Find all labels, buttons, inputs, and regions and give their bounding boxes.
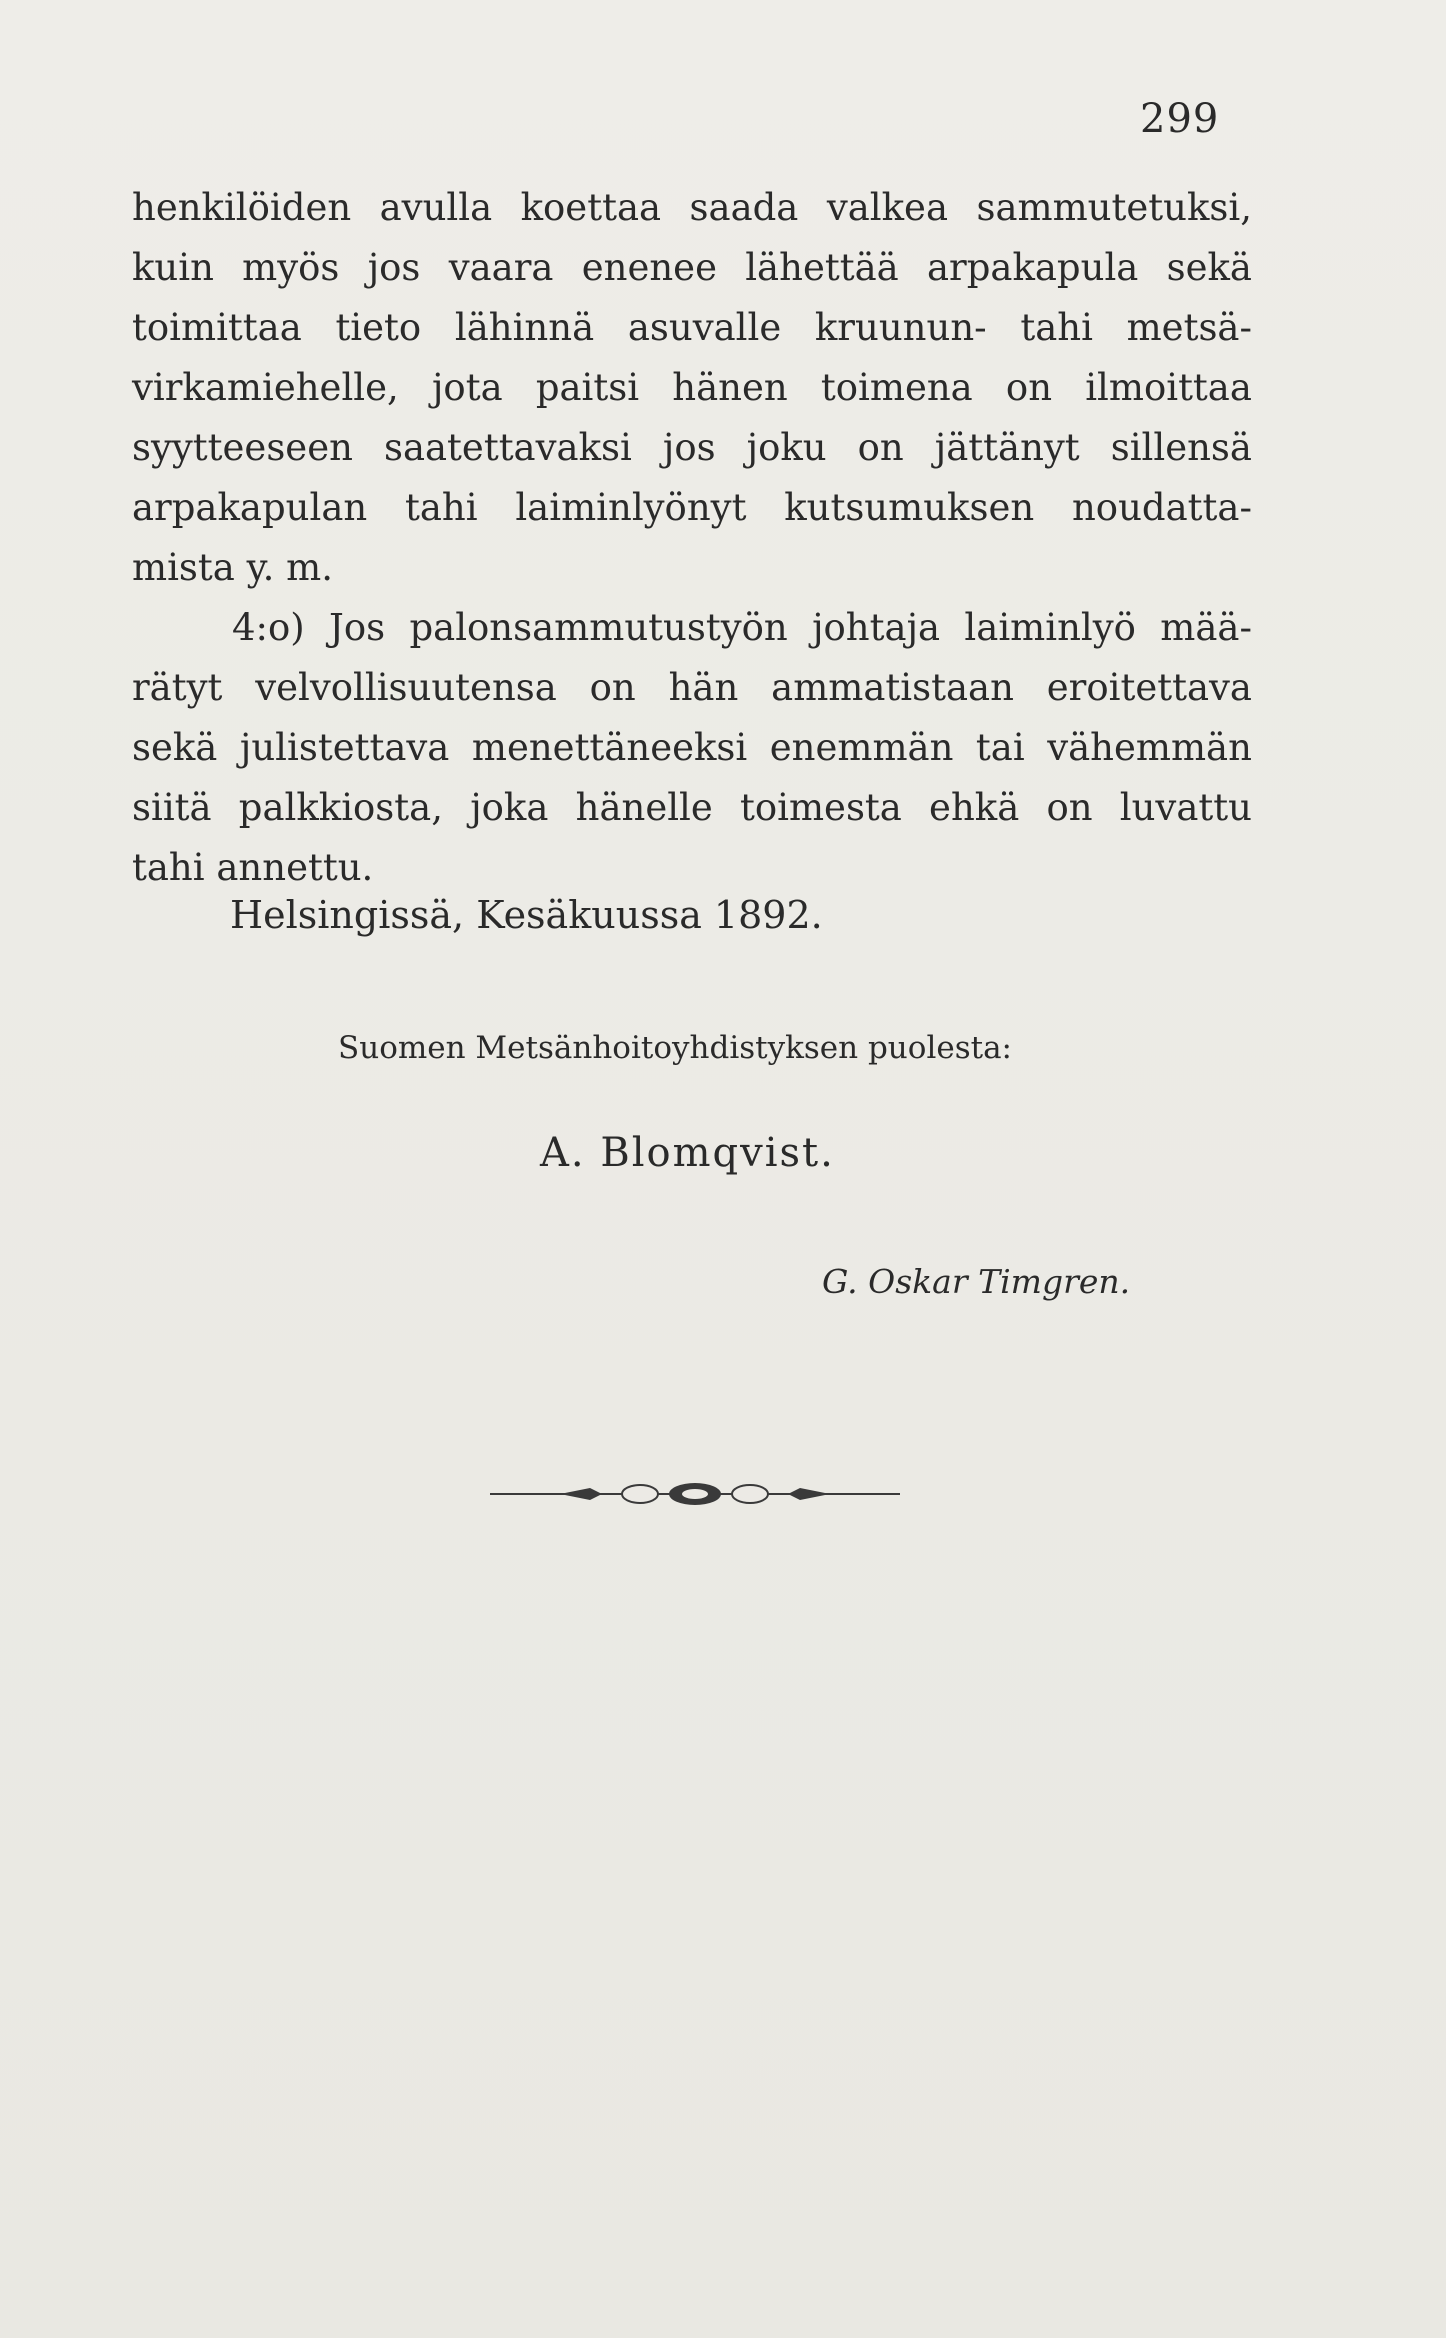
word: sammutetuksi,	[976, 186, 1252, 229]
word: virkamiehelle,	[132, 366, 399, 409]
text-line: mista y. m.	[132, 546, 333, 589]
word: on	[1005, 366, 1053, 409]
word: saatettavaksi	[383, 426, 632, 469]
page-number: 299	[1140, 96, 1220, 142]
word: ammatistaan	[771, 666, 1014, 709]
word: hän	[668, 666, 739, 709]
word: lähinnä	[454, 306, 595, 349]
text-line	[132, 658, 1252, 718]
word: jos	[367, 246, 421, 289]
word: avulla	[379, 186, 493, 229]
text-line	[132, 358, 1252, 418]
text-line	[132, 778, 1252, 838]
word: mää-	[1160, 606, 1252, 649]
word: hänen	[672, 366, 788, 409]
word: syytteeseen	[132, 426, 353, 469]
word: palkkiosta,	[238, 786, 443, 829]
word: ehkä	[929, 786, 1020, 829]
word: laiminlyö	[964, 606, 1136, 649]
word: arpakapula	[926, 246, 1139, 289]
word: tahi	[1020, 306, 1093, 349]
word: koettaa	[520, 186, 662, 229]
text-line: tahi annettu.	[132, 846, 374, 889]
word: on	[1046, 786, 1093, 829]
text-line	[132, 598, 1252, 658]
text-line	[132, 478, 1252, 538]
word: rätyt	[132, 666, 223, 709]
society-line: Suomen Metsänhoitoyhdistyksen puolesta:	[338, 1030, 1012, 1066]
word: hänelle	[575, 786, 713, 829]
word: sekä	[1166, 246, 1252, 289]
word: jos	[662, 426, 716, 469]
word: sillensä	[1110, 426, 1252, 469]
word: toimesta	[739, 786, 902, 829]
word: jättänyt	[934, 426, 1080, 469]
word: joka	[470, 786, 549, 829]
word: metsä-	[1126, 306, 1252, 349]
signer-name: A. Blomqvist.	[540, 1130, 835, 1176]
word: kuin	[132, 246, 214, 289]
place-and-date: Helsingissä, Kesäkuussa 1892.	[230, 893, 823, 937]
word: henkilöiden	[132, 186, 352, 229]
word: on	[857, 426, 904, 469]
word: enemmän	[769, 726, 954, 769]
word: jota	[431, 366, 503, 409]
word: ilmoittaa	[1085, 366, 1252, 409]
word: johtaja	[812, 606, 941, 649]
word: noudatta-	[1071, 486, 1252, 529]
word: arpakapulan	[132, 486, 368, 529]
word: eroitettava	[1046, 666, 1252, 709]
word: vaara	[448, 246, 554, 289]
word: velvollisuutensa	[255, 666, 557, 709]
text-line	[132, 718, 1252, 778]
word: asuvalle	[627, 306, 782, 349]
word: toimittaa	[132, 306, 302, 349]
body-text	[132, 178, 1252, 898]
word: 4:o)	[232, 606, 305, 649]
word: saada	[689, 186, 799, 229]
word: tieto	[335, 306, 422, 349]
text-line	[132, 418, 1252, 478]
word: toimena	[820, 366, 973, 409]
word: joku	[746, 426, 827, 469]
text-line	[132, 298, 1252, 358]
ornament-divider-icon	[490, 1476, 900, 1512]
word: enenee	[581, 246, 717, 289]
word: kruunun-	[814, 306, 987, 349]
word: myös	[242, 246, 340, 289]
word: julistettava	[239, 726, 450, 769]
signer-name: G. Oskar Timgren.	[822, 1262, 1131, 1301]
word: tai	[975, 726, 1025, 769]
word: siitä	[132, 786, 212, 829]
word: paitsi	[535, 366, 640, 409]
word: palonsammutustyön	[409, 606, 788, 649]
word: sekä	[132, 726, 218, 769]
word: Jos	[329, 606, 386, 649]
word: valkea	[826, 186, 948, 229]
word: tahi	[404, 486, 478, 529]
word: vähemmän	[1047, 726, 1252, 769]
text-line	[132, 238, 1252, 298]
word: luvattu	[1119, 786, 1252, 829]
word: kutsumuksen	[784, 486, 1035, 529]
word: on	[589, 666, 636, 709]
word: laiminlyönyt	[515, 486, 747, 529]
text-line	[132, 178, 1252, 238]
word: menettäneeksi	[471, 726, 748, 769]
word: lähettää	[745, 246, 899, 289]
